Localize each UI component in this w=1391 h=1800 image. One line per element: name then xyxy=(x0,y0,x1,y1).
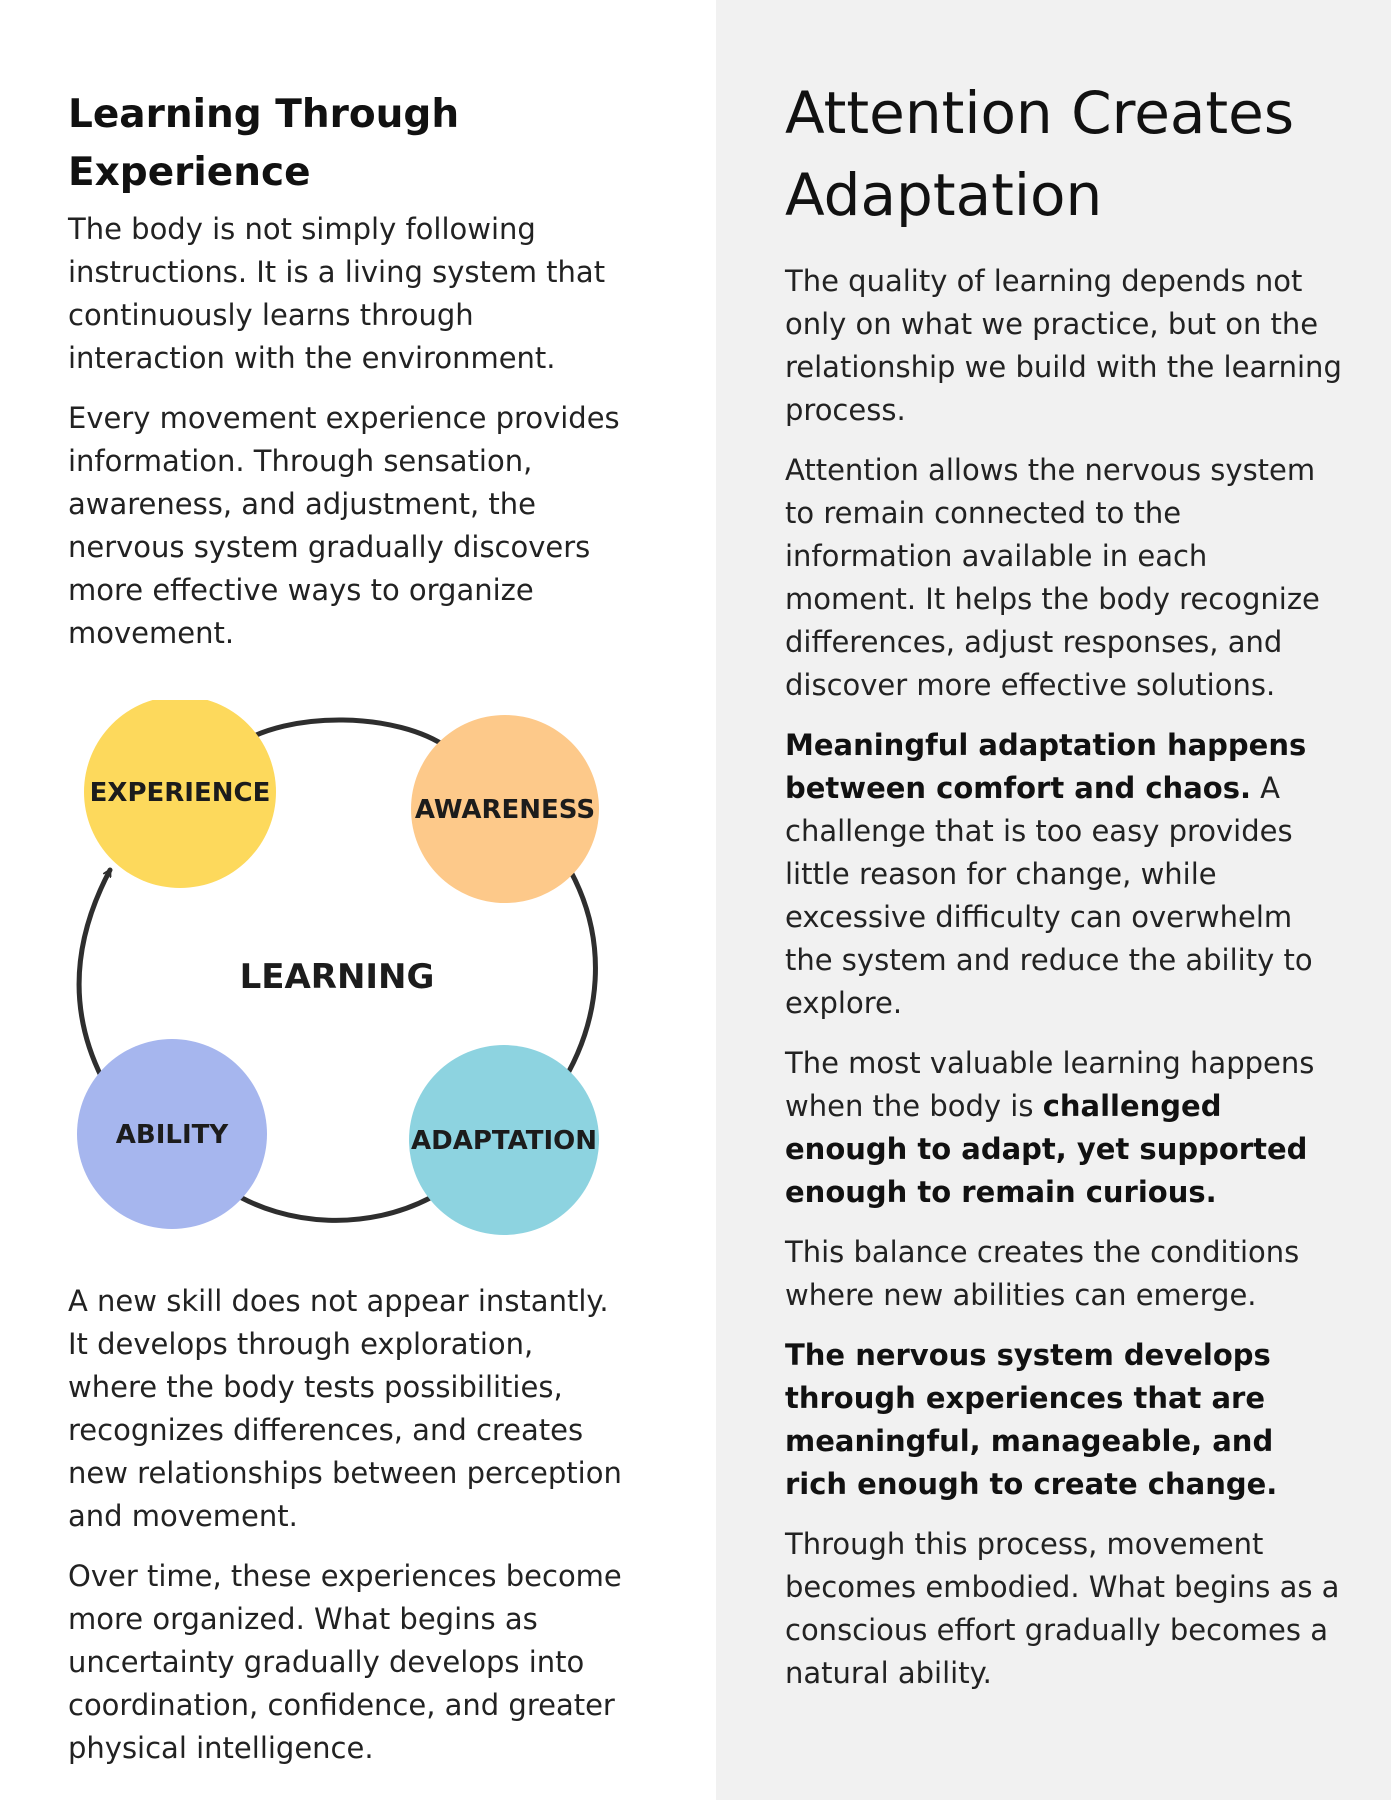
right-paragraph-1: The quality of learning depends not only on what we practice, but on the relationship we build with the learning process. xyxy=(785,264,1342,427)
right-paragraph-3 xyxy=(785,724,1345,1025)
left-paragraph-4: Over time, these experiences become more organized. What begins as uncertainty gradually develops into coordination, confidence, and greater physical intelligence. xyxy=(68,1559,622,1765)
left-bottom-content xyxy=(68,1280,628,1787)
nervous-system-emphasis: The nervous system develops through experiences that are meaningful, manageable, and rich enough to create change. xyxy=(785,1338,1278,1501)
experience-label: EXPERIENCE xyxy=(89,778,271,808)
challenged-enough-emphasis: challenged enough to adapt, yet supported enough to remain curious. xyxy=(785,1089,1308,1209)
right-title: Attention Creates Adaptation xyxy=(785,79,1295,229)
left-top-content xyxy=(68,86,628,672)
node-ability xyxy=(77,1039,267,1229)
left-title: Learning Through Experience xyxy=(68,92,460,195)
arrow-adaptation-to-ability xyxy=(228,1190,430,1220)
left-paragraph-1: The body is not simply following instructions. It is a living system that continuously learns through interaction with the environment. xyxy=(68,212,606,375)
arrow-awareness-to-adaptation xyxy=(558,870,595,1090)
right-paragraph-7: Through this process, movement becomes embodied. What begins as a conscious effort gradually becomes a natural ability. xyxy=(785,1527,1340,1690)
left-paragraph-3: A new skill does not appear instantly. It develops through exploration, where the body tests possibilities, recognizes differences, and creates new relationships between perception and movement. xyxy=(68,1284,622,1533)
adaptation-label: ADAPTATION xyxy=(411,1126,597,1156)
left-paragraph-2: Every movement experience provides information. Through sensation, awareness, and adjustment, the nervous system gradually discovers more effective ways to organize movement. xyxy=(68,401,620,650)
comfort-chaos-emphasis: Meaningful adaptation happens between comfort and chaos. xyxy=(785,728,1307,805)
node-awareness xyxy=(411,715,599,903)
right-paragraph-4 xyxy=(785,1042,1345,1214)
ability-label: ABILITY xyxy=(115,1120,229,1150)
right-paragraph-5: This balance creates the conditions where new abilities can emerge. xyxy=(785,1235,1300,1312)
center-label: LEARNING xyxy=(239,957,435,997)
awareness-label: AWARENESS xyxy=(414,795,596,825)
right-paragraph-4-start: The most valuable learning happens when the body is xyxy=(785,1046,1315,1123)
right-content xyxy=(785,72,1345,1712)
learning-cycle-diagram xyxy=(68,700,608,1240)
node-adaptation xyxy=(409,1045,599,1235)
right-paragraph-2: Attention allows the nervous system to remain connected to the information available in each moment. It helps the body recognize differences, adjust responses, and discover more effective solutions. xyxy=(785,453,1320,702)
arrow-ability-to-experience xyxy=(79,870,110,1078)
right-paragraph-3-rest: A challenge that is too easy provides little reason for change, while excessive difficulty can overwhelm the system and reduce the ability to explore. xyxy=(785,771,1313,1020)
node-experience xyxy=(84,700,276,888)
arrow-experience-to-awareness xyxy=(236,720,448,748)
